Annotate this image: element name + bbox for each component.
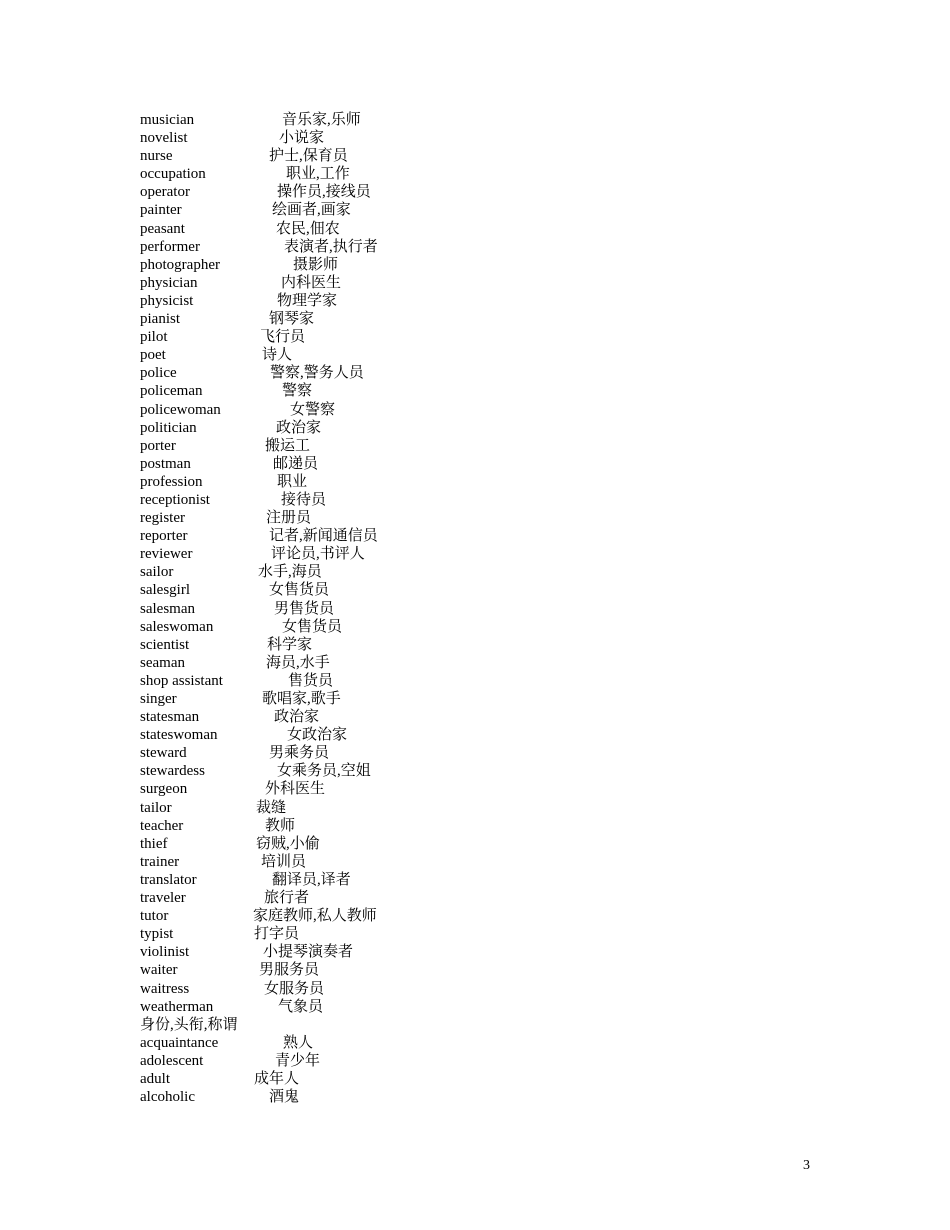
list-item (140, 835, 740, 853)
chinese-meaning: 女售货员 (269, 582, 330, 599)
chinese-meaning: 操作员,接线员 (277, 184, 371, 201)
chinese-meaning: 男售货员 (274, 600, 335, 617)
english-word: occupation (140, 166, 206, 183)
list-item (140, 455, 740, 473)
chinese-meaning: 窃贼,小偷 (256, 835, 320, 852)
list-item (140, 419, 740, 437)
list-item (140, 925, 740, 943)
list-item (140, 437, 740, 455)
english-word: weatherman (140, 998, 214, 1015)
list-item (140, 672, 740, 690)
english-word: receptionist (140, 491, 210, 508)
english-word: porter (140, 437, 176, 454)
chinese-meaning: 护士,保育员 (269, 148, 348, 165)
list-item (140, 726, 740, 744)
chinese-meaning: 成年人 (254, 1070, 300, 1087)
chinese-meaning: 飞行员 (260, 329, 306, 346)
chinese-meaning: 女警察 (290, 401, 336, 418)
list-item (140, 581, 740, 599)
list-item (140, 998, 740, 1016)
chinese-meaning: 家庭教师,私人教师 (253, 908, 377, 925)
chinese-meaning: 音乐家,乐师 (282, 112, 361, 128)
chinese-meaning: 科学家 (267, 636, 313, 653)
chinese-meaning: 男乘务员 (269, 745, 330, 762)
chinese-meaning: 外科医生 (265, 781, 326, 798)
list-item (140, 129, 740, 147)
chinese-meaning: 翻译员,译者 (272, 871, 351, 888)
english-word: pianist (140, 311, 180, 328)
chinese-meaning: 青少年 (275, 1052, 321, 1069)
chinese-meaning: 女乘务员,空姐 (277, 763, 371, 780)
chinese-meaning: 邮递员 (273, 455, 319, 472)
list-item (140, 762, 740, 780)
list-item (140, 310, 740, 328)
english-word: waitress (140, 980, 190, 997)
list-item (140, 618, 740, 636)
list-item (140, 690, 740, 708)
list-item (140, 636, 740, 654)
english-word: adult (140, 1070, 170, 1087)
chinese-meaning: 表演者,执行者 (284, 238, 378, 255)
english-word: surgeon (140, 781, 188, 798)
english-word: physician (140, 274, 198, 291)
english-word: sailor (140, 564, 174, 581)
list-item (140, 1052, 740, 1070)
english-word: photographer (140, 256, 220, 273)
english-word: scientist (140, 636, 190, 653)
list-item (140, 961, 740, 979)
chinese-meaning: 警察 (282, 383, 313, 400)
english-word: stateswoman (140, 727, 218, 744)
english-word: violinist (140, 944, 190, 961)
chinese-meaning: 女服务员 (264, 980, 325, 997)
list-item (140, 346, 740, 364)
chinese-meaning: 培训员 (261, 853, 307, 870)
english-word: translator (140, 871, 197, 888)
chinese-meaning: 警察,警务人员 (270, 365, 364, 382)
english-word: salesman (140, 600, 195, 617)
english-word: salesgirl (140, 582, 190, 599)
list-item (140, 328, 740, 346)
chinese-meaning: 评论员,书评人 (271, 546, 365, 563)
chinese-meaning: 绘画者,画家 (272, 202, 351, 219)
english-word: police (140, 365, 177, 382)
chinese-meaning: 熟人 (283, 1034, 314, 1051)
list-item (140, 744, 740, 762)
english-word: tutor (140, 908, 169, 925)
chinese-meaning: 歌唱家,歌手 (262, 691, 341, 707)
list-item (140, 256, 740, 274)
list-item (140, 654, 740, 672)
chinese-meaning: 职业,工作 (286, 166, 350, 183)
chinese-meaning: 女政治家 (287, 727, 348, 744)
english-word: seaman (140, 654, 185, 671)
list-item (140, 780, 740, 798)
english-word: poet (140, 347, 166, 364)
section-heading (140, 1016, 740, 1034)
english-word: adolescent (140, 1052, 204, 1069)
list-item (140, 527, 740, 545)
chinese-meaning: 旅行者 (264, 890, 310, 907)
list-item (140, 382, 740, 400)
chinese-meaning: 职业 (277, 473, 308, 490)
chinese-meaning: 小提琴演奏者 (263, 944, 354, 961)
section-heading-text: 身份,头衔,称谓 (140, 1016, 238, 1033)
chinese-meaning: 政治家 (274, 709, 320, 726)
list-item (140, 563, 740, 581)
english-word: thief (140, 835, 168, 852)
page-number: 3 (803, 1158, 810, 1173)
list-item (140, 165, 740, 183)
english-word: nurse (140, 148, 173, 165)
chinese-meaning: 钢琴家 (269, 311, 315, 328)
english-word: singer (140, 691, 177, 707)
chinese-meaning: 接待员 (281, 491, 327, 508)
english-word: peasant (140, 220, 185, 237)
list-item (140, 1070, 740, 1088)
english-word: policewoman (140, 401, 221, 418)
list-item (140, 201, 740, 219)
english-word: postman (140, 455, 191, 472)
chinese-meaning: 水手,海员 (258, 564, 322, 581)
english-word: performer (140, 238, 200, 255)
english-word: policeman (140, 383, 203, 400)
list-item (140, 907, 740, 925)
english-word: statesman (140, 709, 200, 726)
chinese-meaning: 记者,新闻通信员 (269, 528, 378, 545)
list-item (140, 799, 740, 817)
english-word: waiter (140, 962, 178, 979)
chinese-meaning: 小说家 (279, 130, 325, 147)
english-word: steward (140, 745, 187, 762)
list-item (140, 473, 740, 491)
list-item (140, 889, 740, 907)
list-item (140, 853, 740, 871)
chinese-meaning: 政治家 (276, 419, 322, 436)
vocabulary-list (140, 111, 740, 1106)
english-word: politician (140, 419, 197, 436)
list-item (140, 401, 740, 419)
chinese-meaning: 诗人 (262, 347, 293, 364)
list-item (140, 1034, 740, 1052)
list-item (140, 111, 740, 129)
list-item (140, 364, 740, 382)
list-item (140, 545, 740, 563)
list-item (140, 238, 740, 256)
chinese-meaning: 内科医生 (281, 274, 342, 291)
english-word: reviewer (140, 546, 193, 563)
chinese-meaning: 农民,佃农 (276, 220, 340, 237)
chinese-meaning: 注册员 (266, 510, 312, 527)
english-word: pilot (140, 329, 168, 346)
list-item (140, 509, 740, 527)
english-word: novelist (140, 130, 188, 147)
list-item (140, 1088, 740, 1106)
list-item (140, 980, 740, 998)
list-item (140, 943, 740, 961)
list-item (140, 183, 740, 201)
english-word: trainer (140, 853, 180, 870)
list-item (140, 220, 740, 238)
english-word: stewardess (140, 763, 205, 780)
list-item (140, 871, 740, 889)
english-word: profession (140, 473, 203, 490)
english-word: saleswoman (140, 618, 214, 635)
chinese-meaning: 打字员 (254, 926, 300, 943)
english-word: reporter (140, 528, 188, 545)
english-word: typist (140, 926, 174, 943)
chinese-meaning: 海员,水手 (266, 654, 330, 671)
list-item (140, 274, 740, 292)
chinese-meaning: 物理学家 (277, 292, 338, 309)
chinese-meaning: 摄影师 (293, 256, 339, 273)
chinese-meaning: 女售货员 (282, 618, 343, 635)
chinese-meaning: 男服务员 (259, 962, 320, 979)
list-item (140, 292, 740, 310)
english-word: shop assistant (140, 672, 223, 689)
english-word: register (140, 510, 185, 527)
list-item (140, 817, 740, 835)
chinese-meaning: 酒鬼 (269, 1089, 300, 1106)
english-word: tailor (140, 799, 172, 816)
english-word: painter (140, 202, 182, 219)
english-word: teacher (140, 817, 184, 834)
list-item (140, 147, 740, 165)
chinese-meaning: 裁缝 (256, 799, 287, 816)
list-item (140, 708, 740, 726)
list-item (140, 491, 740, 509)
list-item (140, 600, 740, 618)
english-word: alcoholic (140, 1089, 195, 1106)
english-word: operator (140, 184, 190, 201)
chinese-meaning: 搬运工 (265, 437, 311, 454)
chinese-meaning: 气象员 (278, 998, 324, 1015)
english-word: acquaintance (140, 1034, 219, 1051)
english-word: musician (140, 112, 195, 128)
chinese-meaning: 教师 (265, 817, 296, 834)
english-word: traveler (140, 890, 186, 907)
chinese-meaning: 售货员 (288, 672, 334, 689)
english-word: physicist (140, 292, 194, 309)
